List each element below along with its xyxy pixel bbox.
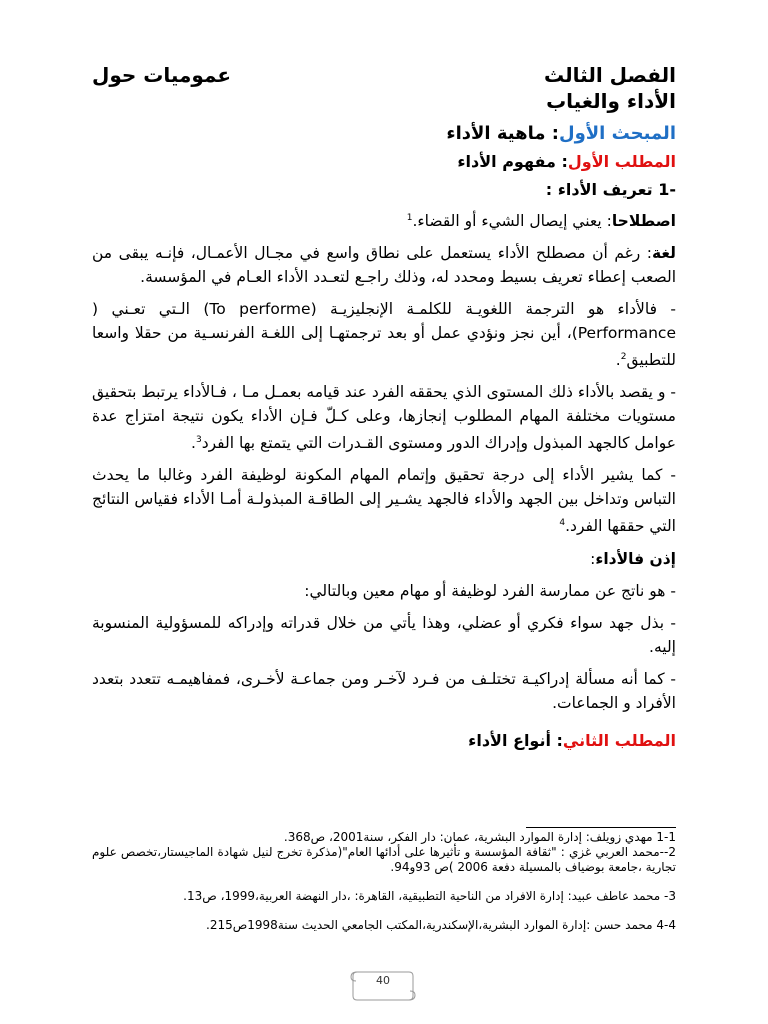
footnote-ref: 4	[559, 518, 566, 529]
subsection-title: : أنواع الأداء	[468, 730, 563, 750]
conclusion-heading	[92, 547, 676, 571]
section-title: : ماهية الأداء	[446, 123, 559, 144]
subsection-heading-1	[92, 150, 676, 174]
subsection-label: المطلب الأول	[567, 152, 676, 171]
footnotes	[92, 830, 676, 941]
term-text: : رغم أن مصطلح الأداء يستعمل على نطاق واسع في مجـال الأعمـال، فإنـه يبقى من الصعب إعطاء تعريف بسيط ومحدد له، وذلك راجـع لتعـدد الأداء العـام في المؤسسة.	[92, 244, 676, 287]
section-label: المبحث الأول	[558, 123, 676, 144]
chapter-header-left: عموميات حول	[92, 63, 232, 87]
footnote-ref: 1	[406, 213, 413, 223]
paragraph-5	[92, 463, 676, 538]
footnote-ref: 3	[195, 435, 202, 446]
paragraph-istilahan	[92, 206, 676, 233]
section-heading	[92, 122, 676, 146]
page-number: 40	[376, 974, 390, 987]
subsection-heading-2	[92, 729, 676, 753]
footnote-3: 3- محمد عاطف عبيد: إدارة الافراد من الناحية التطبيقية، القاهرة: ،دار النهضة العربية،1999، ص13.	[183, 889, 676, 903]
paragraph-7: - بذل جهد سواء فكري أو عضلي، وهذا يأتي من خلال قدراته وإدراكه للمسؤولية المنسوبة إليه.	[92, 613, 676, 656]
term-text: : يعني إيصال الشيء أو القضاء.	[412, 212, 612, 231]
chapter-title-line1: الفصل الثالث	[543, 63, 676, 87]
footnote-separator	[526, 827, 676, 828]
conclusion-label: إذن فالأداء	[595, 549, 676, 568]
footnote-ref: 2	[620, 352, 627, 363]
paragraph-text: - كما يشير الأداء إلى درجة تحقيق وإتمام المهام المكونة لوظيفة الفرد وغالبا ما يحدث التباس وتداخل بين الجهد والأداء فالجهد يشـير إلى الطاقـة المبذولـة أمـا الأداء فقياس النتائج التي حققها الفرد.	[92, 466, 676, 536]
document-body	[92, 118, 676, 757]
footnote-2: 2--محمد العربي غزي : "ثقافة المؤسسة و تأثيرها على أدائها العام"(مذكرة تخرج لنيل شهادة الماجيستار،تخصص علوم تجارية ،جامعة بوضياف بالمسيلة دفعة 2006 )ص 93و94.	[92, 845, 676, 874]
paragraph-3	[92, 297, 676, 372]
paragraph-end: .	[191, 434, 196, 453]
paragraph-8: - كما أنه مسألة إدراكيـة تختلـف من فـرد لآخـر ومن جماعـة لأخـرى، فمفاهيمـه تتعدد بتعدد الأفراد و الجماعات.	[92, 669, 676, 712]
paragraph-text: - فالأداء هو الترجمة اللغويـة للكلمـة الإنجليزيـة (To performe) الـتي تعـني ( Performance)، أين نجز ونؤدي عمل أو بعد ترجمتهـا إلى اللغـة الفرنسـية من حقلا واسعا للتطبيق	[92, 300, 676, 370]
paragraph-lugha	[92, 241, 676, 289]
conclusion-colon: :	[590, 549, 596, 568]
chapter-title-line2: الأداء والغياب	[546, 89, 676, 113]
definition-heading: -1 تعريف الأداء :	[545, 180, 676, 199]
paragraph-6: - هو ناتج عن ممارسة الفرد لوظيفة أو مهام معين وبالتالي:	[304, 581, 676, 600]
term-label: لغة	[652, 244, 676, 263]
term-label: اصطلاحا	[611, 212, 676, 231]
paragraph-end: .	[615, 351, 621, 370]
subsection-title: : مفهوم الأداء	[457, 152, 568, 171]
paragraph-text: - و يقصد بالأداء ذلك المستوى الذي يحققه الفرد عند قيامه بعمـل مـا ، فـالأداء يرتبط بتحقيق مستويات مختلفة المهام المطلوب إنجازها، وعلى كـلّ فـإن الأداء يكون نتيجة امتزاج عدة عوامل كالجهد المبذول وإدراك الدور ومستوى القـدرات التي يتمتع بها الفرد	[92, 383, 676, 453]
chapter-header	[544, 62, 676, 114]
paragraph-4	[92, 380, 676, 455]
footnote-1: 1-1 مهدي زويلف: إدارة الموارد البشرية، عمان: دار الفكر، سنة2001، ص368.	[283, 830, 676, 844]
subsection-label: المطلب الثاني	[562, 730, 676, 750]
footnote-4: 4-4 محمد حسن :إدارة الموارد البشرية،الإسكندرية،المكتب الجامعي الحديث سنة1998ص215.	[206, 918, 676, 932]
